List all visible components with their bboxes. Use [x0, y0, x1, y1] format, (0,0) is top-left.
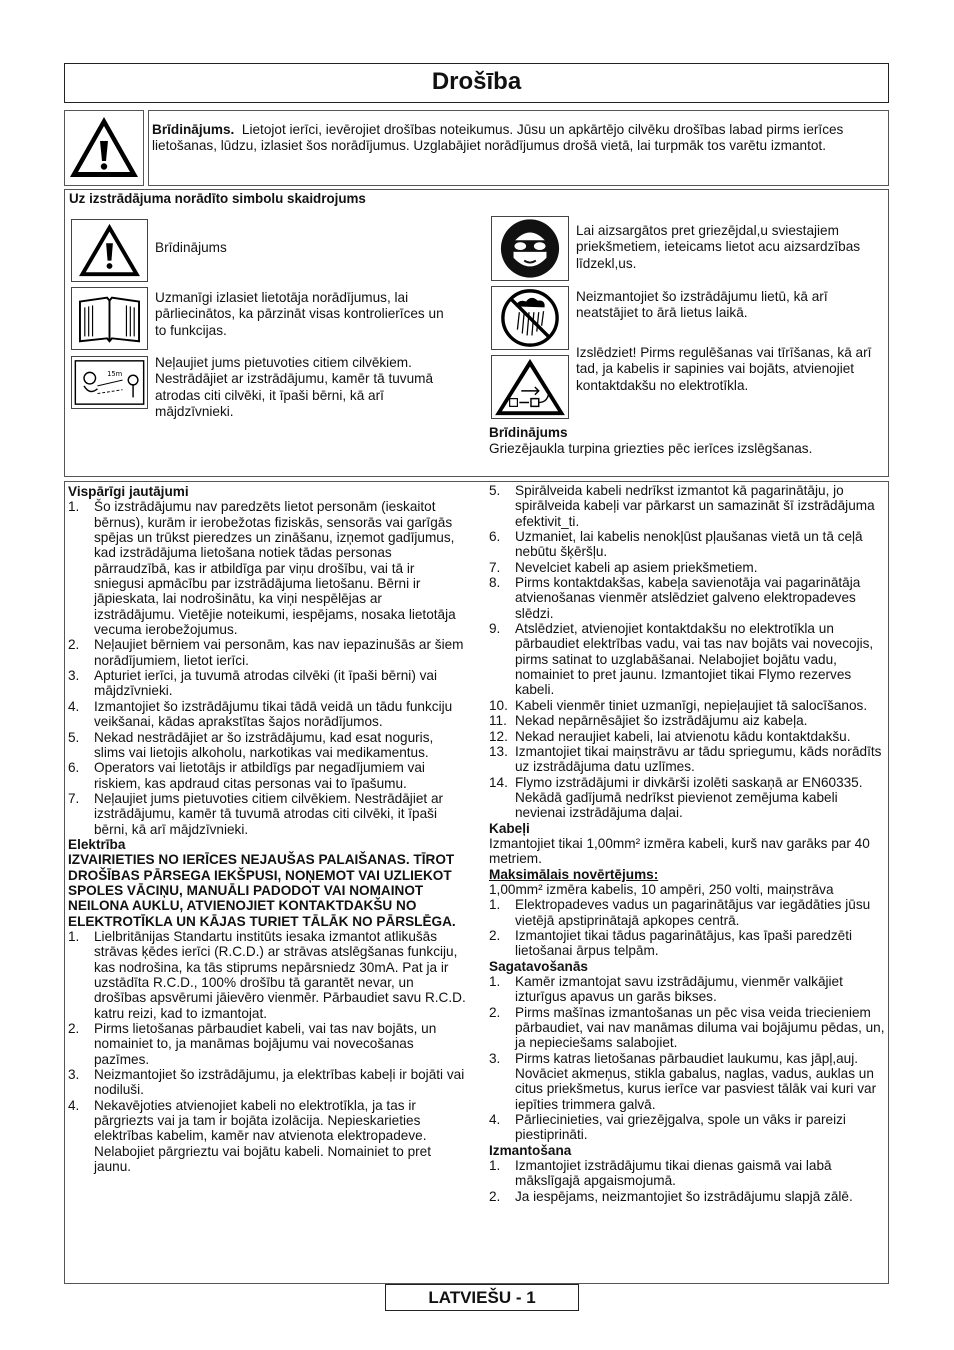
warning-triangle-icon	[65, 111, 143, 185]
list-item: 5. Nekad nestrādājiet ar šo izstrādājumu, kad esat noguris, slims vai lietojis alkoholu, narkotikas vai medikamentus.	[68, 729, 434, 760]
page-footer: LATVIEŠU - 1	[385, 1284, 579, 1311]
list-item: 7. Neļaujiet jums pietuvoties citiem cilvēkiem. Nestrādājiet ar izstrādājumu, kamēr tā tuvumā atrodas citi cilvēki, it īpaši bērni, kā arī mājdzīvnieki.	[68, 790, 444, 837]
list-item: 1. Lielbritānijas Standartu institūts iesaka izmantot atlikušās strāvas ķēdes ierīci (R.C.D.) ar strāvas atslēgšanas funkciju, kas nodrošina, ka tās stiprums nepārsniedz 30mA. Pat ja ir uzstādīta R.C.D., 100% drošību tā garantēt nevar, un drošības apsvērumi jāievēro vienmēr. Pārbaudiet savu R.C.D. katru reizi, kad to izmantojat.	[68, 928, 466, 1021]
warning-triangle-icon	[71, 219, 148, 282]
list-item: 9. Atslēdziet, atvienojiet kontaktdakšu no elektrotīkla un pārbaudiet elektrības vadu, vai tas nav bojāts vai novecojis, pirms satinat to uzglabāšanai. Nelabojiet bojātu vadu, nomainiet to pret jaunu. Izmantojiet tikai Flymo rezerves kabeli.	[489, 621, 874, 698]
electric-heading: Elektrība	[68, 836, 126, 852]
list-item: 5. Spirālveida kabeli nedrīkst izmantot kā pagarinātāju, jo spirālveida kabeļi var pārkarst un samazināt šī izstrādājuma efektivit_ti.	[489, 483, 875, 529]
symbols-note-title: Brīdinājums	[489, 425, 568, 440]
symbols-note-text: Griezējaukla turpina griezties pēc ierīces izslēgšanas.	[489, 441, 813, 456]
list-item: 2. Ja iespējams, neizmantojiet šo izstrādājumu slapjā zālē.	[489, 1188, 853, 1204]
list-item: 11. Nekad nepārnēsājiet šo izstrādājumu aiz kabeļa.	[489, 713, 808, 729]
list-item: 1. Kamēr izmantojat savu izstrādājumu, vienmēr valkājiet izturīgus apavus un garās bikses.	[489, 974, 843, 1005]
unplug-icon	[491, 355, 569, 419]
list-item: 2. Neļaujiet bērniem vai personām, kas nav iepazinušās ar šiem norādījumiem, lietot ierīci.	[68, 637, 464, 668]
no-rain-icon	[491, 286, 569, 350]
list-item: 2. Pirms lietošanas pārbaudiet kabeli, vai tas nav bojāts, un nomainiet to, ja manāmas bojājumu vai novecošanas pazīmes.	[68, 1021, 437, 1067]
title-box	[64, 63, 889, 103]
list-item: 2. Pirms mašīnas izmantošanas un pēc visa veida triecieniem pārbaudiet, vai nav manāmas diluma vai bojājumu pēdas, un, ja nepieciešams salabojiet.	[489, 1004, 885, 1051]
list-item: 4. Nekavējoties atvienojiet kabeli no elektrotīkla, ja tas ir pārgriezts vai ja tam ir bojāta izolācija. Nepieskarieties elektrības kabelim, kamēr nav atvienota elektropadeve. Nelabojiet pārgrieztu vai bojātu kabeli. Nomainiet to pret jaunu.	[68, 1097, 432, 1175]
symbol-text-bystanders: Neļaujiet jums pietuvoties citiem cilvēkiem. Nestrādājiet ar izstrādājumu, kamēr tā tuvumā atrodas citi cilvēki, it īpaši bērni, kā arī mājdzīvnieki.	[155, 355, 434, 419]
symbols-section	[64, 189, 889, 477]
right-column	[489, 483, 885, 1204]
warning-body: Lietojot ierīci, ievērojiet drošības noteikumus. Jūsu un apkārtējo cilvēku drošības labad pirms ierīces lietošanas, lūdzu, izlasiet šos norādījumus. Uzglabājiet norādījumus drošā vietā, lai turpmāk tos varētu izmantot.	[152, 122, 844, 154]
list-item: 3. Neizmantojiet šo izstrādājumu, ja elektrības kabeļi ir bojāti vai nodiluši.	[68, 1067, 465, 1098]
max-rating-heading: Maksimālais novērtējums:	[489, 866, 659, 882]
list-item: 4. Pārliecinieties, vai griezējgalva, spole un vāks ir pareizi piestiprināti.	[489, 1112, 846, 1143]
list-item: 13. Izmantojiet tikai maiņstrāvu ar tādu spriegumu, kāds norādīts uz izstrādājuma datu uzlīmes.	[489, 743, 882, 775]
prep-heading: Sagatavošanās	[489, 958, 588, 974]
list-item: 1. Izmantojiet izstrādājumu tikai dienas gaismā vai labā mākslīgajā apgaismojumā.	[489, 1158, 832, 1189]
cables-list	[489, 897, 885, 958]
cables-text: Izmantojiet tikai 1,00mm² izmēra kabeli, kurš nav garāks par 40 metriem.	[489, 835, 870, 867]
symbol-text-manual: Uzmanīgi izlasiet lietotāja norādījumus, lai pārliecinātos, ka pārzināt visas kontrolierīces un to funkcijas.	[155, 290, 444, 338]
list-item: 14. Flymo izstrādājumi ir divkārši izolēti saskaņā ar EN60335. Nekādā gadījumā nedrīkst pievienot zemējuma kabeli nevienai izstrādājuma daļai.	[489, 774, 863, 821]
svg-text:15m: 15m	[107, 370, 123, 379]
general-list	[68, 499, 466, 837]
symbol-text-unplug: Izslēdziet! Pirms regulēšanas vai tīrīšanas, kā arī tad, ja kabelis ir sapinies vai bojāts, atvienojiet kontaktdakšu no elektrotīkla.	[576, 345, 872, 393]
list-item: 1. Šo izstrādājumu nav paredzēts lietot personām (ieskaitot bērnus), kurām ir ierobežotas fiziskās, sensorās vai garīgās spējas un trūkst pieredzes un zināšanu, izņemot gadījumus, kad izstrādājuma lietošana notiek tādas personas pārraudzībā, kas ir atbildīga par viņu drošību, vai tā ir sniegusi apmācību par izstrādājuma lietošanu. Bērni ir jāpieskata, lai nodrošinātu, ka viņi nespēlējas ar izstrādājumu. Vietējie noteikumi, iespējams, nosaka lietotāja vecuma ierobežojumus.	[68, 499, 456, 638]
list-item: 3. Apturiet ierīci, ja tuvumā atrodas cilvēki (it īpaši bērni) vai mājdzīvnieki.	[68, 668, 437, 699]
electric-list	[68, 929, 466, 1175]
prep-list	[489, 974, 885, 1143]
list-item: 2. Izmantojiet tikai tādus pagarinātājus, kas īpaši paredzēti lietošanai ārpus telpām.	[489, 927, 853, 959]
warning-label: Brīdinājums.	[152, 122, 235, 137]
electric-list-continued	[489, 483, 885, 821]
list-item: 6. Uzmaniet, lai kabelis nenokļūst pļaušanas vietā un tā ceļā nebūtu šķēršļu.	[489, 529, 863, 560]
max-rating-text: 1,00mm² izmēra kabelis, 10 ampēri, 250 volti, maiņstrāva	[489, 881, 834, 897]
symbol-text-no-rain: Neizmantojiet šo izstrādājumu lietū, kā arī neatstājiet to ārā lietus laikā.	[576, 289, 828, 321]
list-item: 8. Pirms kontaktdakšas, kabeļa savienotāja vai pagarinātāja atvienošanas vienmēr atslēdziet galveno elektropadeves slēdzi.	[489, 575, 861, 621]
usage-heading: Izmantošana	[489, 1142, 572, 1158]
manual-book-icon	[71, 287, 148, 350]
left-column	[68, 484, 466, 1174]
symbols-heading: Uz izstrādājuma norādīto simbolu skaidrojums	[69, 191, 366, 206]
warning-icon-box	[64, 110, 144, 186]
cables-heading: Kabeļi	[489, 820, 530, 836]
list-item: 12. Nekad neraujiet kabeli, lai atvienotu kādu kontaktdakšu.	[489, 728, 851, 744]
usage-list	[489, 1158, 885, 1204]
general-heading: Vispārīgi jautājumi	[68, 484, 189, 499]
bystanders-distance-icon	[71, 356, 148, 409]
symbol-text-warning: Brīdinājums	[155, 240, 227, 255]
eye-protection-icon	[491, 216, 569, 281]
list-item: 1. Elektropadeves vadus un pagarinātājus var iegādāties jūsu vietējā apstiprinātajā apkopes centrā.	[489, 897, 871, 928]
list-item: 6. Operators vai lietotājs ir atbildīgs par negadījumiem vai riskiem, kas apdraud citas personas vai to īpašumu.	[68, 760, 425, 791]
electric-caps-warning: IZVAIRIETIES NO IERĪCES NEJAUŠAS PALAIŠANAS. TĪROT DROŠĪBAS PĀRSEGA IEKŠPUSI, NOŅEMOT VAI UZLIEKOT SPOLES VĀCIŅU, MANUĀLI PADODOT VAI NOMAINOT NEILONA AUKLU, ATVIENOJIET KONTAKTDAKŠU NO ELEKTROTĪKLA UN KĀJAS TURIET TĀLĀK NO PĀRSLĒGA.	[68, 852, 456, 929]
symbol-text-eye-protection: Lai aizsargātos pret griezējdal,u sviestajiem priekšmetiem, ieteicams lietot acu aizsardzības līdzekl,us.	[576, 223, 861, 271]
page-title: Drošība	[431, 68, 522, 95]
list-item: 3. Pirms katras lietošanas pārbaudiet laukumu, kas jāpļ,auj. Novāciet akmeņus, stikla gabalus, naglas, vadus, auklas un citus priekšmetus, kurus ierīce var pasviest tālāk vai kuri var iepīties trimmera galvā.	[489, 1050, 877, 1112]
list-item: 7. Nevelciet kabeli ap asiem priekšmetiem.	[489, 559, 758, 575]
warning-text-box	[148, 110, 889, 186]
warning-text	[152, 122, 884, 155]
list-item: 10. Kabeli vienmēr tiniet uzmanīgi, nepieļaujiet tā salocīšanos.	[489, 697, 868, 713]
list-item: 4. Izmantojiet šo izstrādājumu tikai tādā veidā un tādu funkciju veikšanai, kādas aprakstītas šajos norādījumos.	[68, 698, 453, 730]
